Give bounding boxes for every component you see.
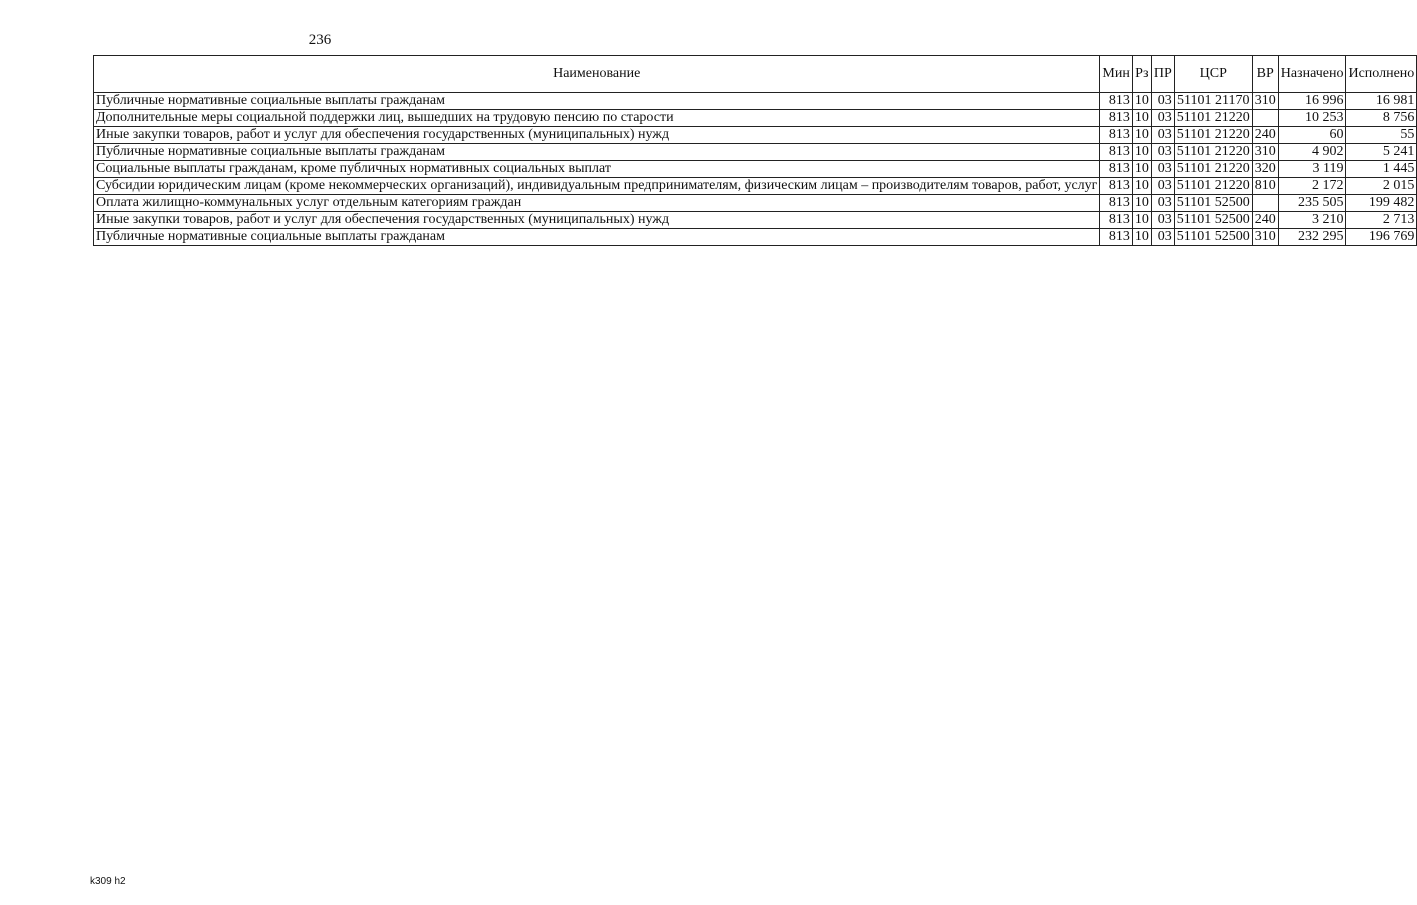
row-csr: 51101 52500	[1174, 195, 1252, 212]
row-name: Иные закупки товаров, работ и услуг для обеспечения государственных (муниципальных) нужд	[94, 212, 1100, 229]
row-csr: 51101 21220	[1174, 127, 1252, 144]
row-csr: 51101 21220	[1174, 110, 1252, 127]
row-name: Субсидии юридическим лицам (кроме некоммерческих организаций), индивидуальным предпринимателям, физическим лицам – производителям товаров, работ, услуг	[94, 178, 1100, 195]
row-vr: 310	[1252, 229, 1278, 246]
row-name: Публичные нормативные социальные выплаты гражданам	[94, 144, 1100, 161]
row-csr: 51101 21220	[1174, 178, 1252, 195]
row-executed: 2 713	[1346, 212, 1417, 229]
row-rz: 10	[1132, 229, 1151, 246]
row-executed: 8 756	[1346, 110, 1417, 127]
row-pr: 03	[1151, 144, 1174, 161]
table-row	[94, 229, 1417, 246]
header-vr: ВР	[1252, 56, 1278, 93]
row-executed: 55	[1346, 127, 1417, 144]
header-rz: Рз	[1132, 56, 1151, 93]
row-min: 813	[1100, 127, 1132, 144]
row-name: Оплата жилищно-коммунальных услуг отдельным категориям граждан	[94, 195, 1100, 212]
row-pr: 03	[1151, 110, 1174, 127]
row-min: 813	[1100, 144, 1132, 161]
row-name: Иные закупки товаров, работ и услуг для обеспечения государственных (муниципальных) нужд	[94, 127, 1100, 144]
row-assigned: 232 295	[1278, 229, 1346, 246]
row-vr	[1252, 195, 1278, 212]
row-vr: 310	[1252, 93, 1278, 110]
row-assigned: 3 210	[1278, 212, 1346, 229]
row-executed: 16 981	[1346, 93, 1417, 110]
header-name: Наименование	[94, 56, 1100, 93]
header-assigned: Назначено	[1278, 56, 1346, 93]
table-row	[94, 127, 1417, 144]
row-vr: 240	[1252, 127, 1278, 144]
header-pr: ПР	[1151, 56, 1174, 93]
row-csr: 51101 21220	[1174, 144, 1252, 161]
table-row	[94, 195, 1417, 212]
header-min: Мин	[1100, 56, 1132, 93]
row-min: 813	[1100, 93, 1132, 110]
header-row	[94, 56, 1417, 93]
row-pr: 03	[1151, 161, 1174, 178]
row-name: Публичные нормативные социальные выплаты гражданам	[94, 229, 1100, 246]
row-executed: 5 241	[1346, 144, 1417, 161]
row-vr: 310	[1252, 144, 1278, 161]
row-rz: 10	[1132, 195, 1151, 212]
row-csr: 51101 52500	[1174, 212, 1252, 229]
row-csr: 51101 52500	[1174, 229, 1252, 246]
row-csr: 51101 21220	[1174, 161, 1252, 178]
row-min: 813	[1100, 195, 1132, 212]
row-min: 813	[1100, 161, 1132, 178]
table-row	[94, 161, 1417, 178]
header-csr: ЦСР	[1174, 56, 1252, 93]
row-assigned: 10 253	[1278, 110, 1346, 127]
row-pr: 03	[1151, 212, 1174, 229]
row-name: Дополнительные меры социальной поддержки лиц, вышедших на трудовую пенсию по старости	[94, 110, 1100, 127]
row-vr: 240	[1252, 212, 1278, 229]
budget-table	[93, 55, 1417, 246]
row-assigned: 3 119	[1278, 161, 1346, 178]
row-pr: 03	[1151, 127, 1174, 144]
row-pr: 03	[1151, 93, 1174, 110]
row-executed: 2 015	[1346, 178, 1417, 195]
row-rz: 10	[1132, 178, 1151, 195]
table-row	[94, 144, 1417, 161]
footer-code: k309 h2	[90, 876, 126, 887]
row-assigned: 235 505	[1278, 195, 1346, 212]
row-pr: 03	[1151, 178, 1174, 195]
row-executed: 1 445	[1346, 161, 1417, 178]
row-assigned: 4 902	[1278, 144, 1346, 161]
table-row	[94, 110, 1417, 127]
row-assigned: 2 172	[1278, 178, 1346, 195]
row-rz: 10	[1132, 127, 1151, 144]
row-min: 813	[1100, 229, 1132, 246]
table-row	[94, 212, 1417, 229]
row-executed: 196 769	[1346, 229, 1417, 246]
page-number: 236	[308, 32, 332, 48]
row-csr: 51101 21170	[1174, 93, 1252, 110]
row-min: 813	[1100, 178, 1132, 195]
row-vr: 320	[1252, 161, 1278, 178]
row-rz: 10	[1132, 144, 1151, 161]
row-rz: 10	[1132, 161, 1151, 178]
table-row	[94, 178, 1417, 195]
table-row	[94, 93, 1417, 110]
row-name: Социальные выплаты гражданам, кроме публичных нормативных социальных выплат	[94, 161, 1100, 178]
row-executed: 199 482	[1346, 195, 1417, 212]
row-rz: 10	[1132, 93, 1151, 110]
row-min: 813	[1100, 212, 1132, 229]
row-min: 813	[1100, 110, 1132, 127]
row-pr: 03	[1151, 229, 1174, 246]
header-executed: Исполнено	[1346, 56, 1417, 93]
row-rz: 10	[1132, 110, 1151, 127]
row-vr: 810	[1252, 178, 1278, 195]
row-assigned: 16 996	[1278, 93, 1346, 110]
row-name: Публичные нормативные социальные выплаты гражданам	[94, 93, 1100, 110]
row-pr: 03	[1151, 195, 1174, 212]
row-vr	[1252, 110, 1278, 127]
row-rz: 10	[1132, 212, 1151, 229]
row-assigned: 60	[1278, 127, 1346, 144]
